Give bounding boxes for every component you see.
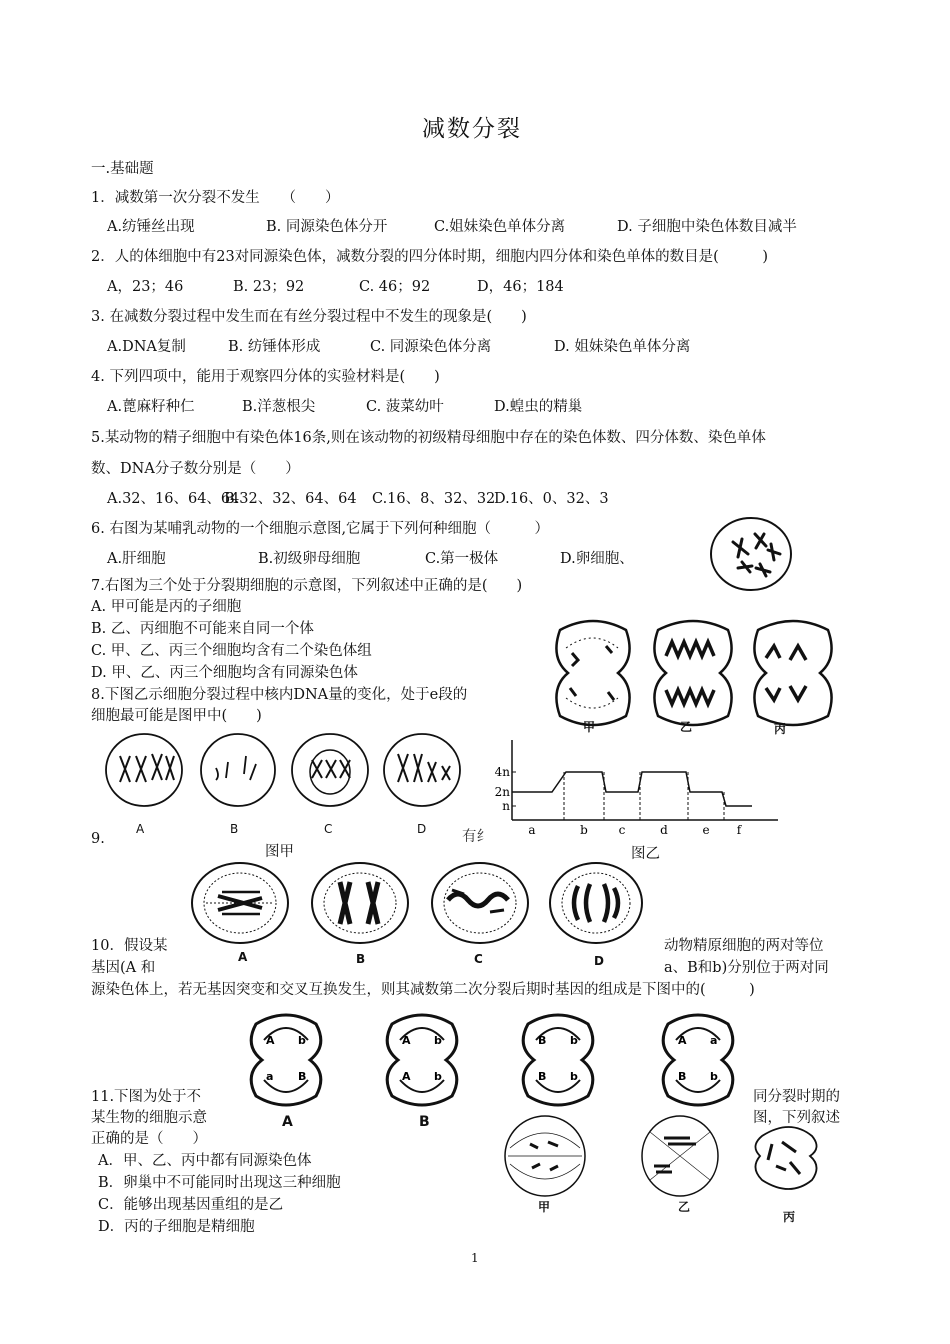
gene-label: B [298, 1070, 307, 1083]
q3-option-d: D. 姐妹染色单体分离 [554, 339, 691, 355]
q8-figure-jia [104, 732, 464, 812]
q11-cell-bing [755, 1127, 816, 1189]
gene-label: b [710, 1070, 718, 1083]
q4-option-b: B.洋葱根尖 [242, 399, 316, 415]
q11-line2-left: 某生物的细胞示意 [91, 1110, 207, 1126]
q7-cell-jia [556, 621, 629, 725]
gene-label: A [402, 1070, 411, 1083]
q10-cell-a [251, 1015, 321, 1105]
q8-jia-label-c: C [324, 822, 333, 836]
q6-option-a: A.肝细胞 [107, 551, 166, 567]
q1-stem: 1．减数第一次分裂不发生 （ ） [91, 190, 340, 206]
q10-cell-c [523, 1015, 593, 1105]
q4-option-a: A.蓖麻籽种仁 [107, 399, 195, 415]
q11-label-yi: 乙 [678, 1200, 691, 1214]
q3-stem: 3. 在减数分裂过程中发生而在有丝分裂过程中不发生的现象是( ) [91, 309, 527, 325]
q8-cell-d [384, 734, 460, 806]
x-tick-label: c [618, 823, 626, 837]
gene-label: B [678, 1070, 687, 1083]
x-tick-label: f [736, 823, 742, 837]
q9-cell-c [432, 863, 528, 943]
x-tick-label: a [528, 823, 536, 837]
q5-line1: 5.某动物的精子细胞中有染色体16条,则在该动物的初级精母细胞中存在的染色体数、四分体数、染色单体 [91, 430, 766, 446]
q8-cell-a [106, 734, 182, 806]
gene-label: b [434, 1070, 442, 1083]
gene-label: b [570, 1034, 578, 1047]
q2-option-a: A，23；46 [107, 279, 184, 295]
gene-label: b [434, 1034, 442, 1047]
q4-stem: 4. 下列四项中，能用于观察四分体的实验材料是( ) [91, 369, 440, 385]
gene-label: a [710, 1034, 718, 1047]
gene-label: A [266, 1034, 275, 1047]
q8-line2: 细胞最可能是图甲中( ) [91, 708, 262, 724]
q2-option-d: D，46；184 [477, 279, 564, 295]
q2-stem: 2．人的体细胞中有23对同源染色体，减数分裂的四分体时期，细胞内四分体和染色单体的数目是( ) [91, 249, 768, 265]
page-number: 1 [471, 1251, 479, 1265]
q11-option-c: C．能够出现基因重组的是乙 [98, 1197, 284, 1213]
q3-option-c: C. 同源染色体分离 [370, 339, 492, 355]
q8-dna-chart [490, 740, 780, 840]
y-tick-label: n [502, 799, 510, 813]
q9-label-b: B [356, 952, 366, 966]
q11-line1-left: 11.下图为处于不 [91, 1089, 202, 1105]
q9-cells-figure [190, 860, 630, 950]
q8-line1: 8.下图乙示细胞分裂过程中核内DNA量的变化，处于e段的 [91, 687, 468, 703]
y-tick-label: 2n [494, 785, 510, 799]
q10-label-a: A [282, 1114, 293, 1130]
q11-line2-right: 图，下列叙述 [753, 1110, 840, 1126]
q11-option-d: D．丙的子细胞是精细胞 [98, 1219, 255, 1235]
q5-option-b: B.32、32、64、64 [224, 491, 357, 507]
q6-cell-figure [708, 512, 794, 592]
q6-option-d: D.卵细胞、 [560, 551, 634, 567]
q10-line2-right: a、B和b)分别位于两对同 [664, 960, 829, 976]
q7-label-jia: 甲 [583, 720, 596, 734]
q5-option-c: C.16、8、32、32 [372, 491, 496, 507]
q1-option-a: A.纺锤丝出现 [107, 219, 195, 235]
q4-option-c: C. 菠菜幼叶 [366, 399, 444, 415]
q7-cell-bing [754, 621, 831, 725]
q11-label-bing: 丙 [783, 1210, 796, 1224]
q8-jia-label-b: B [230, 822, 239, 836]
dna-content-line [512, 772, 752, 806]
q9-label-a: A [238, 950, 248, 964]
q5-option-d: D.16、0、32、3 [494, 491, 609, 507]
q8-jia-caption: 图甲 [265, 844, 294, 860]
q1-option-c: C.姐妹染色单体分离 [434, 219, 566, 235]
q9-label-d: D [594, 954, 604, 968]
section-heading: 一.基础题 [91, 161, 154, 177]
q3-option-a: A.DNA复制 [107, 339, 186, 355]
gene-label: a [266, 1070, 274, 1083]
q10-line3: 源染色体上，若无基因突变和交叉互换发生，则其减数第二次分裂后期时基因的组成是下图中的( ) [91, 982, 755, 998]
q6-option-b: B.初级卵母细胞 [258, 551, 361, 567]
q1-option-d: D. 子细胞中染色体数目减半 [617, 219, 797, 235]
gene-label: b [570, 1070, 578, 1083]
q6-option-c: C.第一极体 [425, 551, 499, 567]
q3-option-b: B. 纺锤体形成 [228, 339, 321, 355]
gene-label: b [298, 1034, 306, 1047]
q11-cell-jia [505, 1116, 585, 1196]
q11-line3: 正确的是（ ） [91, 1131, 207, 1147]
q8-cell-b [201, 734, 275, 806]
q11-option-b: B．卵巢中不可能同时出现这三种细胞 [98, 1175, 341, 1191]
x-tick-label: e [702, 823, 710, 837]
q11-line1-right: 同分裂时期的 [753, 1089, 840, 1105]
y-tick-label: 4n [494, 765, 510, 779]
q7-cell-yi [654, 621, 731, 725]
gene-label: A [678, 1034, 687, 1047]
q7-option-b: B. 乙、丙细胞不可能来自同一个体 [91, 621, 314, 637]
q9-cell-a [192, 863, 288, 943]
gene-label: A [402, 1034, 411, 1047]
q7-option-c: C. 甲、乙、丙三个细胞均含有二个染色体组 [91, 643, 372, 659]
x-tick-label: d [660, 823, 668, 837]
q10-line1-left: 10．假设某 [91, 938, 168, 954]
q9-cell-b [312, 863, 408, 943]
q7-option-a: A. 甲可能是丙的子细胞 [91, 599, 242, 615]
q10-cells-figure [244, 1010, 734, 1110]
q6-stem: 6. 右图为某哺乳动物的一个细胞示意图,它属于下列何种细胞（ ） [91, 521, 550, 537]
q11-label-jia: 甲 [538, 1200, 551, 1214]
gene-label: B [538, 1070, 547, 1083]
q5-option-a: A.32、16、64、64 [107, 491, 240, 507]
q1-option-b: B. 同源染色体分开 [266, 219, 388, 235]
q10-cell-b [387, 1015, 457, 1105]
q7-label-bing: 丙 [774, 722, 787, 736]
q8-jia-label-a: A [136, 822, 145, 836]
q2-option-b: B. 23；92 [233, 279, 305, 295]
q8-yi-caption: 图乙 [631, 846, 660, 862]
gene-label: B [538, 1034, 547, 1047]
q10-cell-d [663, 1015, 733, 1105]
q8-jia-label-d: D [417, 822, 427, 836]
q8-cell-c [292, 734, 368, 806]
q2-option-c: C. 46；92 [359, 279, 431, 295]
page-title: 减数分裂 [422, 116, 522, 142]
q9-label-c: C [474, 952, 483, 966]
q11-cells-figure [500, 1108, 830, 1208]
q11-option-a: A．甲、乙、丙中都有同源染色体 [98, 1153, 312, 1169]
q10-label-b: B [419, 1114, 430, 1130]
q4-option-d: D.蝗虫的精巢 [494, 399, 583, 415]
q11-cell-yi [642, 1116, 718, 1196]
q7-stem: 7.右图为三个处于分裂期细胞的示意图，下列叙述中正确的是( ) [91, 578, 523, 594]
q9-cell-d [550, 863, 642, 943]
q5-line2: 数、DNA分子数分别是（ ） [91, 461, 300, 477]
q9-hidden-text-fragment: 有纟 [462, 829, 491, 845]
x-tick-label: b [580, 823, 588, 837]
q10-line1-right: 动物精原细胞的两对等位 [664, 938, 824, 954]
q10-line2-left: 基因(A 和 [91, 960, 156, 976]
q7-label-yi: 乙 [680, 720, 693, 734]
q9-stem: 9. [91, 831, 105, 847]
q7-option-d: D. 甲、乙、丙三个细胞均含有同源染色体 [91, 665, 358, 681]
